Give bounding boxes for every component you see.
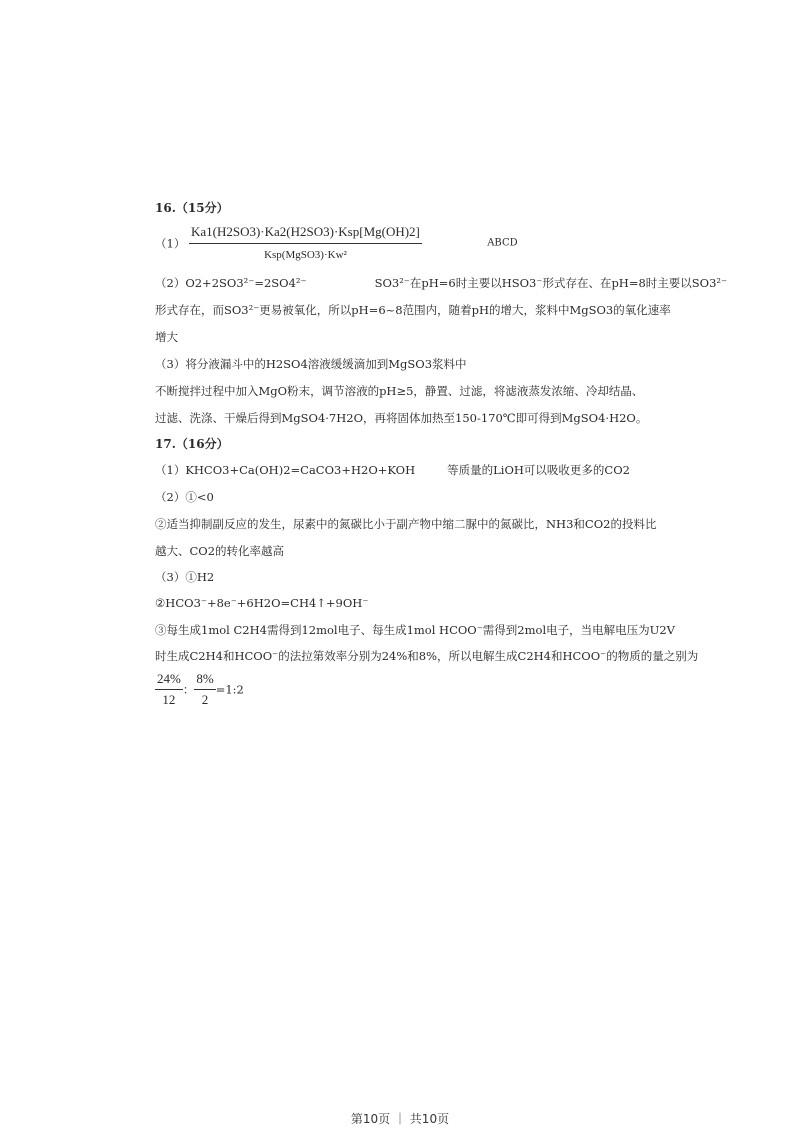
page-footer: 第10页 ｜ 共10页 — [350, 1112, 450, 1126]
q17-part2-line2: ②适当抑制副反应的发生，尿素中的氮碳比小于副产物中缩二脲中的氮碳比，NH3和CO2的投料比 — [155, 517, 657, 531]
q17-part2-line1: （2）①<0 — [155, 490, 214, 504]
q16-part1-answer: ABCD — [487, 237, 518, 249]
q17-part3-line4: 时生成C2H4和HCOO⁻的法拉第效率分别为24%和8%，所以电解生成C2H4和HCOO⁻的物质的量之别为 — [155, 649, 699, 663]
q16-part2-explanation: SO3²⁻在pH=6时主要以HSO3⁻形式存在、在pH=8时主要以SO3²⁻ — [374, 276, 728, 290]
ratio-colon: ： — [182, 682, 195, 697]
ratio-fraction-1-numerator: 24% — [155, 670, 183, 690]
q16-part2-equation: （2）O2+2SO3²⁻=2SO4²⁻ — [155, 276, 307, 290]
q17-part1-explanation: 等质量的LiOH可以吸收更多的CO2 — [447, 463, 630, 477]
q16-part1 — [155, 222, 518, 265]
q16-part3-line1: （3）将分液漏斗中的H2SO4溶液缓缓滴加到MgSO3浆料中 — [155, 357, 467, 371]
q16-part3-line2: 不断搅拌过程中加入MgO粉末，调节溶液的pH≥5，静置、过滤，将滤液蒸发浓缩、冷却结晶、 — [155, 384, 644, 398]
q17-header: 17.（16分） — [155, 437, 229, 451]
q16-part2-line3: 增大 — [155, 330, 178, 344]
q16-part1-numerator: Ka1(H2SO3)·Ka2(H2SO3)·Ksp[Mg(OH)2] — [189, 222, 422, 244]
q17-part3-line2: ②HCO3⁻+8e⁻+6H2O=CH4↑+9OH⁻ — [155, 596, 369, 610]
ratio-fraction-2 — [194, 670, 215, 709]
ratio-fraction-2-denominator: 2 — [201, 692, 209, 707]
q17-part3-line3: ③每生成1mol C2H4需得到12mol电子、每生成1mol HCOO⁻需得到2mol电子，当电解电压为U2V — [155, 623, 675, 637]
q16-part1-denominator: Ksp(MgSO3)·Kw² — [264, 249, 347, 261]
q16-part2-line2: 形式存在，而SO3²⁻更易被氧化，所以pH=6~8范围内，随着pH的增大，浆料中MgSO3的氧化速率 — [155, 303, 671, 317]
ratio-result: =1:2 — [215, 682, 244, 697]
q17-part1-equation: （1）KHCO3+Ca(OH)2=CaCO3+H2O+KOH — [155, 463, 416, 477]
ratio-fraction-1 — [155, 670, 183, 709]
q16-header: 16.（15分） — [155, 201, 229, 215]
q17-part3-line1: （3）①H2 — [155, 570, 215, 584]
q17-part3-ratio — [155, 670, 244, 709]
q16-part3-line3: 过滤、洗涤、干燥后得到MgSO4·7H2O，再将固体加热至150-170℃即可得到MgSO4·H2O。 — [155, 411, 648, 425]
q17-part2-line3: 越大、CO2的转化率越高 — [155, 544, 285, 558]
q16-part1-label: （1） — [155, 236, 186, 251]
ratio-fraction-1-denominator: 12 — [162, 692, 176, 707]
ratio-fraction-2-numerator: 8% — [194, 670, 215, 690]
q16-part2-line1 — [155, 275, 727, 291]
q17-part1 — [155, 462, 630, 478]
q16-part1-fraction — [189, 222, 422, 265]
